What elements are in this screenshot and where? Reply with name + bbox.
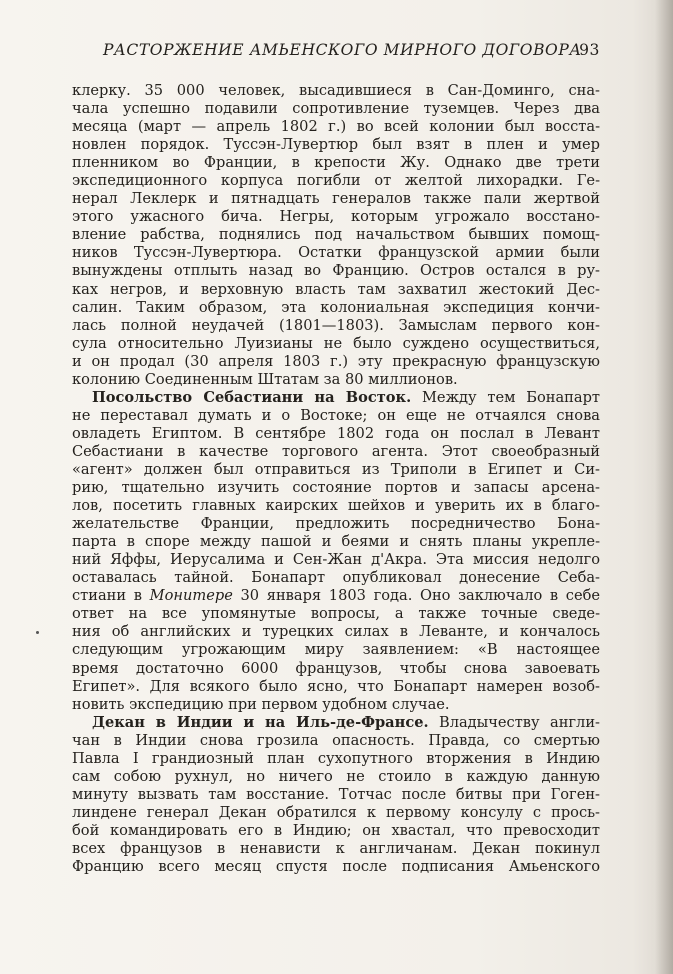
text-line: парта в споре между пашой и беями и снять планы укрепле-	[72, 533, 600, 551]
text-line: вление рабства, поднялись под начальством бывших помощ-	[72, 226, 600, 244]
text-line: линдене генерал Декан обратился к первому консулу с прось-	[72, 803, 600, 821]
text-line: салин. Таким образом, эта колониальная экспедиция кончи-	[72, 298, 600, 316]
body-text	[72, 82, 600, 876]
text-line: «агент» должен был отправиться из Триполи в Египет и Си-	[72, 460, 600, 478]
text-line: овладеть Египтом. В сентябре 1802 года он послал в Левант	[72, 424, 600, 442]
text-line: сам собою рухнул, но ничего не стоило в каждую данную	[72, 767, 600, 785]
italic-newspaper-title: Монитере	[149, 587, 233, 605]
text-run: Владычеству англи-	[438, 713, 600, 731]
text-line: экспедиционного корпуса погибли от желтой лихорадки. Ге-	[72, 172, 600, 190]
page-spine-shadow	[655, 0, 673, 974]
text-line: оставалась тайной. Бонапарт опубликовал донесение Себа-	[72, 569, 600, 587]
text-line: не переставал думать и о Востоке; он еще не отчаялся снова	[72, 406, 600, 424]
text-run: 30 января 1803 года. Оно заключало в себе	[240, 587, 601, 605]
text-line: Павла I грандиозный план сухопутного вторжения в Индию	[72, 749, 600, 767]
section-heading-sebastiani: Посольство Себастиани на Восток.	[92, 388, 412, 406]
margin-speck	[36, 631, 39, 634]
text-line: ответ на все упомянутые вопросы, а также точные сведе-	[72, 605, 600, 623]
text-line: ках негров, и верховную власть там захватил жестокий Дес-	[72, 280, 600, 298]
text-line: чан в Индии снова грозила опасность. Правда, со смертью	[72, 731, 600, 749]
text-line: Египет». Для всякого было ясно, что Бонапарт намерен возоб-	[72, 677, 600, 695]
text-line: следующим угрожающим миру заявлением: «В настоящее	[72, 641, 600, 659]
text-line: пленником во Франции, в крепости Жу. Однако две трети	[72, 154, 600, 172]
text-line: колонию Соединенным Штатам за 80 миллионов.	[72, 370, 458, 388]
text-run: стиани в	[72, 587, 142, 605]
text-line: Францию всего месяц спустя после подписания Амьенского	[72, 858, 600, 876]
text-line: сула относительно Луизианы не было суждено осуществиться,	[72, 334, 600, 352]
text-line: минуту вызвать там восстание. Тотчас после битвы при Гоген-	[72, 785, 600, 803]
text-line: лов, посетить главных каирских шейхов и уверить их в благо-	[72, 497, 600, 515]
text-line: вынуждены отплыть назад во Францию. Остров остался в ру-	[72, 262, 600, 280]
page-number: 93	[579, 41, 600, 59]
section-first-line	[72, 714, 600, 732]
header-title: РАСТОРЖЕНИЕ АМЬЕНСКОГО МИРНОГО ДОГОВОРА	[103, 41, 582, 59]
text-line: ния об английских и турецких силах в Леванте, и кончалось	[72, 623, 600, 641]
text-line: бой командировать его в Индию; он хвастал, что превосходит	[72, 821, 600, 839]
text-line: рию, тщательно изучить состояние портов и запасы арсена-	[72, 479, 600, 497]
text-line: лась полной неудачей (1801—1803). Замыслам первого кон-	[72, 316, 600, 334]
text-line: новить экспедицию при первом удобном случае.	[72, 695, 450, 713]
text-line: нерал Леклерк и пятнадцать генералов также пали жертвой	[72, 190, 600, 208]
text-line: и он продал (30 апреля 1803 г.) эту прекрасную французскую	[72, 352, 600, 370]
text-line: желательстве Франции, предложить посредничество Бона-	[72, 515, 600, 533]
text-line-with-italic	[72, 587, 600, 605]
text-line: клерку. 35 000 человек, высадившиеся в Сан-Доминго, сна-	[72, 82, 600, 99]
text-line: чала успешно подавили сопротивление туземцев. Через два	[72, 100, 600, 118]
text-run: Между тем Бонапарт	[421, 388, 601, 406]
text-line: новлен порядок. Туссэн-Лувертюр был взят в плен и умер	[72, 136, 600, 154]
text-line: всех французов в ненависти к англичанам. Декан покинул	[72, 839, 600, 857]
text-line: ний Яффы, Иерусалима и Сен-Жан д'Акра. Эта миссия недолго	[72, 551, 600, 569]
text-line: ников Туссэн-Лувертюра. Остатки французской армии были	[72, 244, 600, 262]
text-line: время достаточно 6000 французов, чтобы снова завоевать	[72, 659, 600, 677]
text-line: этого ужасного бича. Негры, которым угрожало восстано-	[72, 208, 600, 226]
running-header	[103, 41, 600, 65]
text-line: Себастиани в качестве торгового агента. Этот своеобразный	[72, 442, 600, 460]
section-first-line	[72, 389, 600, 407]
text-line: месяца (март — апрель 1802 г.) во всей колонии был восста-	[72, 118, 600, 136]
section-heading-decaen: Декан в Индии и на Иль-де-Франсе.	[92, 713, 429, 731]
